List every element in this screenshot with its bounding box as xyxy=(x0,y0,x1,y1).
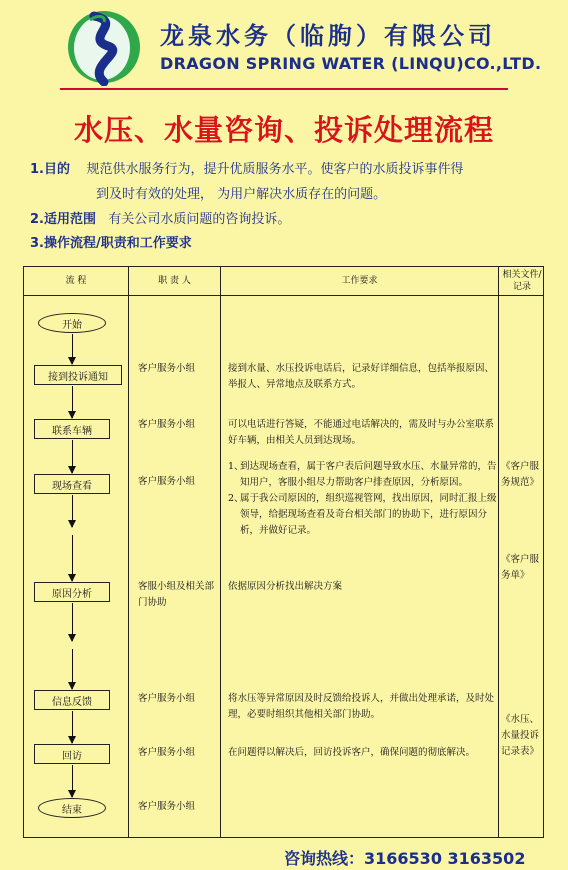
table-col-divider xyxy=(128,267,129,837)
record-cell: 《客户服务规范》 xyxy=(501,461,540,488)
section-scope xyxy=(30,208,290,227)
company-header xyxy=(0,0,568,96)
section-purpose-continued xyxy=(96,183,386,202)
section-purpose-text-cont: 到及时有效的处理， 为用户解决水质存在的问题。 xyxy=(96,187,387,202)
hotline xyxy=(284,846,525,869)
flow-node-site-inspection: 现场查看 xyxy=(34,474,110,494)
process-table xyxy=(23,266,544,838)
requirement-number: 1、 xyxy=(228,461,244,472)
owner-cell: 客户服务小组 xyxy=(138,363,196,374)
requirement-cell xyxy=(228,459,502,539)
company-name-cn: 龙泉水务（临朐）有限公司 xyxy=(160,21,496,50)
header-flow: 流 程 xyxy=(65,276,87,286)
flow-arrow xyxy=(72,711,73,743)
flow-arrow xyxy=(72,495,73,527)
header-divider xyxy=(60,88,508,90)
requirement-text: 可以电话进行答疑，不能通过电话解决的，需及时与办公室联系好车辆，由相关人员到达现场。 xyxy=(228,419,495,446)
flow-node-start: 开始 xyxy=(38,313,106,333)
table-col-divider xyxy=(220,267,221,837)
hotline-label: 咨询热线： xyxy=(284,849,365,868)
flow-node-receive-complaint: 接到投诉通知 xyxy=(34,365,122,385)
section-procedure xyxy=(30,232,192,251)
section-purpose xyxy=(30,158,464,177)
record-cell: 《水压、水量投诉记录表》 xyxy=(501,714,540,757)
requirement-cell xyxy=(228,361,502,393)
header-owner: 职 责 人 xyxy=(158,276,191,286)
requirement-cell xyxy=(228,691,502,723)
flow-arrow xyxy=(72,535,73,581)
requirement-text: 在问题得以解决后，回访投诉客户，确保问题的彻底解决。 xyxy=(228,747,476,758)
flow-node-cause-analysis: 原因分析 xyxy=(34,582,110,602)
owner-cell: 客户服务小组 xyxy=(138,693,196,704)
flow-node-contact-vehicle: 联系车辆 xyxy=(34,419,110,439)
header-records: 相关文件/记录 xyxy=(502,270,542,292)
flow-arrow xyxy=(72,440,73,473)
section-purpose-text: 规范供水服务行为，提升优质服务水平。使客户的水质投诉事件得 xyxy=(86,162,464,177)
page-title: 水压、水量咨询、投诉处理流程 xyxy=(73,113,494,147)
requirement-text: 属于我公司原因的，组织巡视管网，找出原因，同时汇报上级领导，给据现场查看及奇台相关部门的协助下，进行原因分析，并做好记录。 xyxy=(240,493,497,536)
section-purpose-label: 1.目的 xyxy=(30,162,70,177)
section-procedure-label: 3.操作流程/职责和工作要求 xyxy=(30,236,192,251)
requirement-text: 到达现场查看，属于客户表后问题导致水压、水量异常的，告知用户，客服小组尽力帮助客户排查原因，分析原因。 xyxy=(240,461,497,488)
flow-arrow xyxy=(72,334,73,364)
requirement-text: 接到水量、水压投诉电话后，记录好详细信息，包括举报原因、举报人、异常地点及联系方式。 xyxy=(228,363,495,390)
flow-arrow xyxy=(72,603,73,641)
owner-cell: 客户服务小组 xyxy=(138,476,196,487)
requirement-cell xyxy=(228,745,502,761)
section-scope-label: 2.适用范围 xyxy=(30,212,96,227)
dragon-wave-logo-icon xyxy=(64,8,144,86)
flow-arrow xyxy=(72,649,73,689)
requirement-cell xyxy=(228,417,502,449)
hotline-numbers: 3166530 3163502 xyxy=(364,849,526,868)
flow-arrow xyxy=(72,765,73,797)
requirement-text: 依据原因分析找出解决方案 xyxy=(228,581,343,592)
owner-cell: 客户服务小组 xyxy=(138,747,196,758)
company-name-en: DRAGON SPRING WATER (LINQU)CO.,LTD. xyxy=(160,54,542,73)
table-header-divider xyxy=(24,295,543,296)
flow-node-end: 结束 xyxy=(38,798,106,818)
flow-arrow xyxy=(72,386,73,418)
owner-cell: 客户服务小组 xyxy=(138,419,196,430)
requirement-cell xyxy=(228,579,502,595)
section-scope-text: 有关公司水质问题的咨询投诉。 xyxy=(108,212,291,227)
header-requirements: 工作要求 xyxy=(341,276,378,286)
requirement-number: 2、 xyxy=(228,493,244,504)
requirement-text: 将水压等异常原因及时反馈给投诉人，并做出处理承诺，及时处理，必要时组织其他相关部门协助。 xyxy=(228,693,495,720)
owner-cell: 客服小组及相关部门协助 xyxy=(138,581,215,608)
record-cell: 《客户服务单》 xyxy=(501,554,540,581)
flow-node-return-visit: 回访 xyxy=(34,744,110,764)
owner-cell: 客户服务小组 xyxy=(138,801,196,812)
flow-node-feedback: 信息反馈 xyxy=(34,690,110,710)
